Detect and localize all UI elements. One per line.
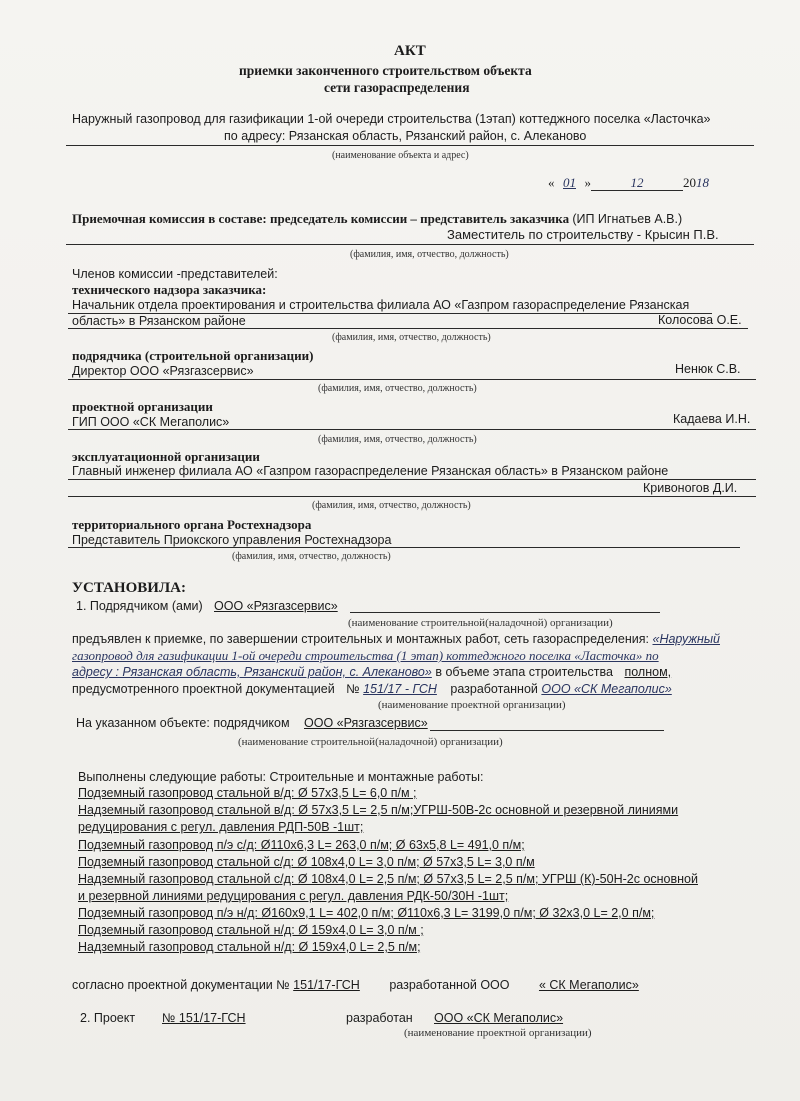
contractor-name: Ненюк С.В.: [675, 362, 741, 376]
established-p2-object-line3: адресу : Рязанская область, Рязанский район, с. Алеканово»: [72, 665, 432, 679]
established-p3-prefix: На указанном объекте: подрядчиком: [76, 716, 290, 730]
tech-supervision-line1: Начальник отдела проектирования и строительства филиала АО «Газпром газораспределение Рязанская: [72, 298, 690, 312]
tech-supervision-line2: область» в Рязанском районе: [72, 314, 246, 328]
design-org-caption: (фамилия, имя, отчество, должность): [318, 434, 477, 445]
project-doc: № 151/17-ГСН: [162, 1011, 246, 1025]
project-mid: разработан: [346, 1011, 413, 1025]
commission-chair: [72, 211, 682, 227]
commission-chair-name: (ИП Игнатьев А.В.): [572, 212, 683, 226]
rostekhnadzor-underline: [68, 547, 740, 548]
established-p2-scope-label: в объеме этапа строительства: [435, 665, 613, 679]
object-name-line1: Наружный газопровод для газификации 1-ой очереди строительства (1этап) коттеджного поселка «Ласточка»: [72, 112, 711, 126]
date-year-prefix: 20: [683, 175, 696, 190]
established-p2-prefix: предъявлен к приемке, по завершении строительных и монтажных работ, сеть газораспределения:: [72, 632, 650, 646]
design-org-line: ГИП ООО «СК Мегаполис»: [72, 415, 230, 429]
established-p2-line3: [72, 665, 691, 680]
tech-supervision-label: технического надзора заказчика:: [72, 282, 267, 297]
rostekhnadzor-label: территориального органа Ростехнадзора: [72, 517, 312, 532]
contractor-line: Директор ООО «Рязгазсервис»: [72, 364, 254, 378]
object-caption: (наименование объекта и адрес): [332, 150, 469, 161]
established-p1-underline: [350, 612, 660, 613]
project-org: ООО «СК Мегаполис»: [434, 1011, 564, 1025]
contractor-label: подрядчика (строительной организации): [72, 348, 314, 363]
according-line: [72, 978, 665, 993]
works-item: и резервной линиями редуцирования с регул. давления РДК-50/30Н -1шт;: [78, 889, 509, 903]
operating-org-underline2: [68, 496, 756, 497]
date-field: [548, 175, 709, 191]
works-item: Надземный газопровод стальной в/д: Ø 57х3,5 L= 2,5 п/м;УГРШ-50В-2с основной и резервной линиями: [78, 803, 679, 817]
tech-supervision-caption: (фамилия, имя, отчество, должность): [332, 332, 491, 343]
established-p2-doc-label: предусмотренного проектной документацией: [72, 682, 335, 696]
act-title: АКТ: [394, 43, 426, 59]
according-doc: 151/17-ГСН: [293, 978, 360, 992]
established-p2-line4: [72, 682, 672, 697]
project-caption: (наименование проектной организации): [404, 1027, 592, 1039]
works-item: Надземный газопровод стальной н/д: Ø 159х4,0 L= 2,5 п/м;: [78, 940, 421, 954]
works-heading: Выполнены следующие работы: Строительные и монтажные работы:: [78, 770, 484, 784]
operating-org-line: Главный инженер филиала АО «Газпром газораспределение Рязанская область» в Рязанском районе: [72, 464, 669, 478]
date-open: «: [548, 175, 555, 190]
date-day: 01: [563, 175, 576, 190]
established-p2-line1: [72, 632, 720, 647]
according-mid: разработанной ООО: [389, 978, 510, 992]
works-item: редуцирования с регул. давления РДП-50В -1шт;: [78, 820, 364, 834]
contractor-underline: [68, 379, 756, 380]
established-p2-doc-number: 151/17 - ГСН: [363, 682, 437, 696]
works-item: Подземный газопровод стальной с/д: Ø 108х4,0 L= 3,0 п/м; Ø 57х3,5 L= 3,0 п/м: [78, 855, 535, 869]
design-org-label: проектной организации: [72, 399, 213, 414]
established-p2-developed-label: разработанной: [450, 682, 538, 696]
tech-supervision-underline2: [68, 328, 748, 329]
established-p3-underline: [430, 730, 664, 731]
rostekhnadzor-line: Представитель Приокского управления Ростехнадзора: [72, 533, 392, 547]
established-p1-value: ООО «Рязгазсервис»: [214, 599, 338, 613]
established-p1-caption: (наименование строительной(наладочной) организации): [348, 617, 613, 629]
works-item: Надземный газопровод стальной с/д: Ø 108х4,0 L= 2,5 п/м; Ø 57х3,5 L= 2,5 п/м; УГРШ (К)-50Н-2с основной: [78, 872, 698, 886]
operating-org-caption: (фамилия, имя, отчество, должность): [312, 500, 471, 511]
operating-org-name: Кривоногов Д.И.: [643, 481, 738, 495]
project-label: 2. Проект: [80, 1011, 136, 1025]
according-prefix: согласно проектной документации №: [72, 978, 290, 992]
commission-underline: [66, 244, 754, 245]
established-p2-object-start: «Наружный: [652, 632, 720, 646]
established-p2-scope-value: полном,: [624, 665, 672, 679]
object-underline: [66, 145, 754, 146]
established-p1-prefix: 1. Подрядчиком (ами): [76, 599, 203, 613]
commission-chair-label: Приемочная комиссия в составе: председатель комиссии – представитель заказчика: [72, 211, 570, 226]
works-item: Подземный газопровод стальной в/д: Ø 57х3,5 L= 6,0 п/м ;: [78, 786, 417, 800]
contractor-caption: (фамилия, имя, отчество, должность): [318, 383, 477, 394]
established-heading: УСТАНОВИЛА:: [72, 580, 186, 596]
operating-org-underline1: [68, 479, 756, 480]
works-item: Подземный газопровод п/э с/д: Ø110х6,3 L= 263,0 п/м; Ø 63х5,8 L= 491,0 п/м;: [78, 838, 525, 852]
established-p3-caption: (наименование строительной(наладочной) организации): [238, 736, 503, 748]
established-p3-value: ООО «Рязгазсервис»: [304, 716, 428, 730]
established-p2-object-line2: газопровод для газификации 1-ой очереди строительства (1 этап) коттеджного поселка «Ласточка» по: [72, 648, 659, 663]
rostekhnadzor-caption: (фамилия, имя, отчество, должность): [232, 551, 391, 562]
established-p2-doc-number-sign: №: [346, 682, 360, 696]
date-close: »: [584, 175, 591, 190]
operating-org-label: эксплуатационной организации: [72, 449, 260, 464]
commission-caption: (фамилия, имя, отчество, должность): [350, 249, 509, 260]
date-year-suffix: 18: [696, 175, 709, 190]
act-subtitle-2: сети газораспределения: [324, 80, 470, 95]
works-item: Подземный газопровод стальной н/д: Ø 159х4,0 L= 3,0 п/м ;: [78, 923, 424, 937]
design-org-underline: [68, 429, 756, 430]
works-item: Подземный газопровод п/э н/д: Ø160х9,1 L= 402,0 п/м; Ø110х6,3 L= 3199,0 п/м; Ø 32х3,0 L= 2,0 п/м;: [78, 906, 655, 920]
commission-deputy: Заместитель по строительству - Крысин П.В.: [447, 227, 719, 242]
object-name-line2: по адресу: Рязанская область, Рязанский район, с. Алеканово: [224, 129, 587, 143]
established-p2-design-org: ООО «СК Мегаполис»: [541, 682, 672, 696]
members-label: Членов комиссии -представителей:: [72, 267, 278, 281]
design-org-name: Кадаева И.Н.: [673, 412, 751, 426]
act-subtitle: приемки законченного строительством объекта: [239, 63, 532, 78]
according-org: « СК Мегаполис»: [538, 978, 639, 992]
established-p2-caption: (наименование проектной организации): [378, 699, 566, 711]
tech-supervision-name: Колосова О.Е.: [658, 313, 742, 327]
date-month: 12: [591, 175, 683, 191]
